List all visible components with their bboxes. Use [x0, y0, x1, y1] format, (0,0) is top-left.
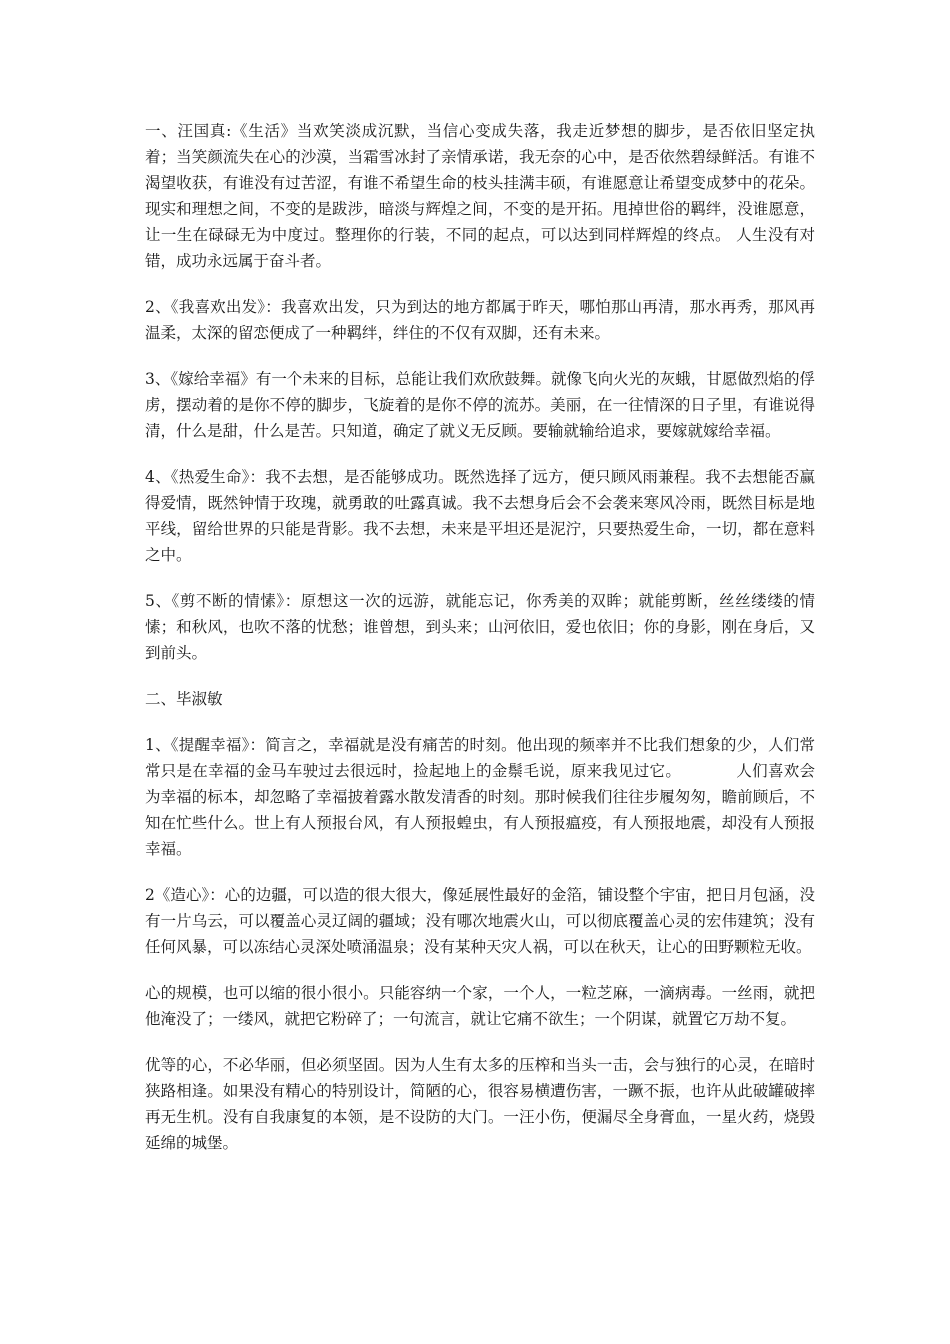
paragraph-wang-guozhen-life: 一、汪国真:《生活》当欢笑淡成沉默，当信心变成失落，我走近梦想的脚步，是否依旧坚定执着；当笑颜流失在心的沙漠，当霜雪冰封了亲情承诺，我无奈的心中，是否依然碧绿鲜活。有谁不渴望收获，有谁没有过苦涩，有谁不希望生命的枝头挂满丰硕，有谁愿意让希望变成梦中的花朵。现实和理想之间，不变的是跋涉，暗淡与辉煌之间，不变的是开拓。甩掉世俗的羁绊，没谁愿意，让一生在碌碌无为中度过。整理你的行装，不同的起点，可以达到同样辉煌的终点。 人生没有对错，成功永远属于奋斗者。	[145, 122, 815, 270]
paragraph-build-heart: 2《造心》：心的边疆，可以造的很大很大，像延展性最好的金箔，铺设整个宇宙，把日月包涵，没有一片乌云，可以覆盖心灵辽阔的疆域；没有哪次地震火山，可以彻底覆盖心灵的宏伟建筑；没有任何风暴，可以冻结心灵深处喷涌温泉；没有某种天灾人祸，可以在秋天，让心的田野颗粒无收。	[145, 886, 815, 956]
paragraph-marry-happiness: 3、《嫁给幸福》有一个未来的目标，总能让我们欢欣鼓舞。就像飞向火光的灰蛾，甘愿做烈焰的俘虏，摆动着的是你不停的脚步，飞旋着的是你不停的流苏。美丽，在一往情深的日子里，有谁说得清，什么是甜，什么是苦。只知道，确定了就义无反顾。要输就输给追求，要嫁就嫁给幸福。	[145, 370, 815, 440]
paragraph-i-like-departure: 2、《我喜欢出发》：我喜欢出发，只为到达的地方都属于昨天，哪怕那山再清，那水再秀，那风再温柔，太深的留恋便成了一种羁绊，绊住的不仅有双脚，还有未来。	[145, 298, 815, 342]
paragraph-superior-heart: 优等的心，不必华丽，但必须坚固。因为人生有太多的压榨和当头一击，会与独行的心灵，在暗时狭路相逢。如果没有精心的特别设计，简陋的心，很容易横遭伤害，一蹶不振，也许从此破罐破摔再无生机。没有自我康复的本领，是不设防的大门。一汪小伤，便漏尽全身膏血，一星火药，烧毁延绵的城堡。	[145, 1056, 815, 1152]
paragraph-endless-affection: 5、《剪不断的情愫》：原想这一次的远游，就能忘记，你秀美的双眸；就能剪断，丝丝缕缕的情愫；和秋风，也吹不落的忧愁；谁曾想，到头来；山河依旧，爱也依旧；你的身影，刚在身后，又到前头。	[145, 592, 815, 662]
document-body	[145, 118, 815, 1176]
paragraph-heart-scale: 心的规模，也可以缩的很小很小。只能容纳一个家，一个人，一粒芝麻，一滴病毒。一丝雨，就把他淹没了；一缕风，就把它粉碎了；一句流言，就让它痛不欲生；一个阴谋，就置它万劫不复。	[145, 984, 815, 1028]
paragraph-love-life: 4、《热爱生命》：我不去想，是否能够成功。既然选择了远方，便只顾风雨兼程。我不去想能否赢得爱情，既然钟情于玫瑰，就勇敢的吐露真诚。我不去想身后会不会袭来寒风冷雨，既然目标是地平线，留给世界的只能是背影。我不去想，未来是平坦还是泥泞，只要热爱生命，一切，都在意料之中。	[145, 468, 815, 564]
paragraph-remind-happiness: 1、《提醒幸福》：简言之，幸福就是没有痛苦的时刻。他出现的频率并不比我们想象的少，人们常常只是在幸福的金马车驶过去很远时，捡起地上的金鬃毛说，原来我见过它。 人们喜欢会为幸福的标本，却忽略了幸福披着露水散发清香的时刻。那时候我们往往步履匆匆，瞻前顾后，不知在忙些什么。世上有人预报台风，有人预报蝗虫，有人预报瘟疫，有人预报地震，却没有人预报幸福。	[145, 736, 815, 858]
section-heading-bi-shumin: 二、毕淑敏	[145, 690, 223, 708]
